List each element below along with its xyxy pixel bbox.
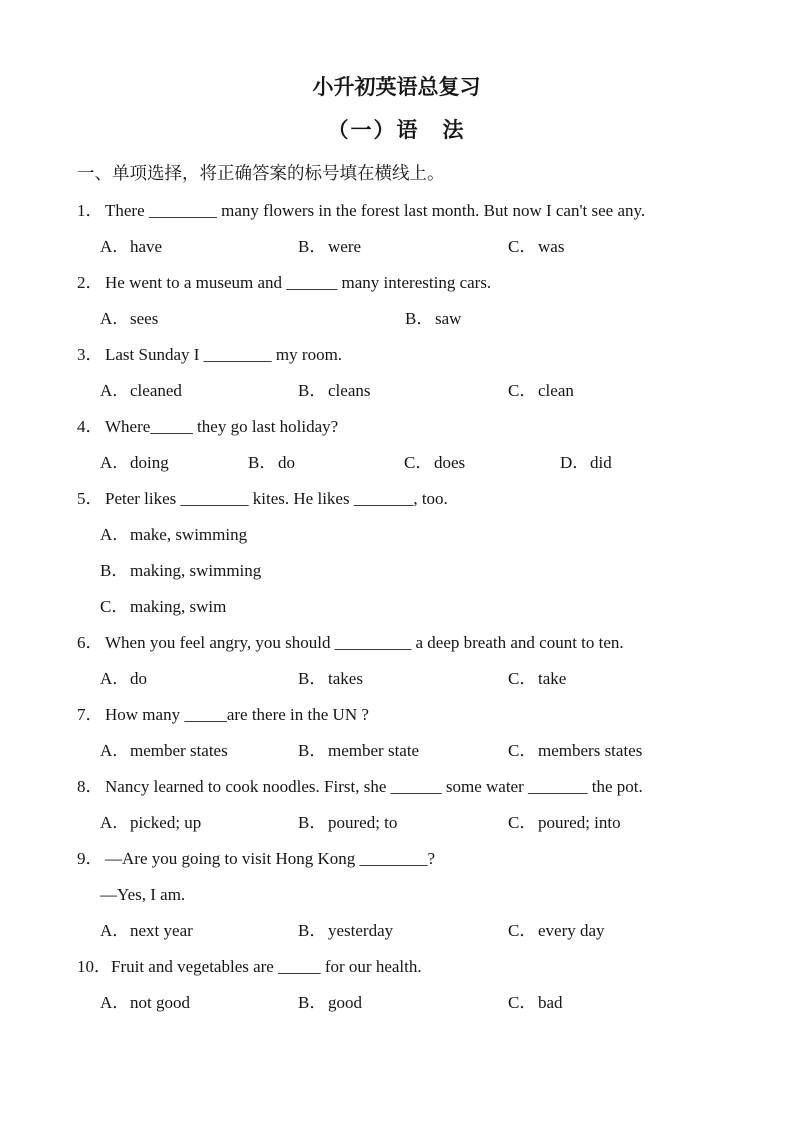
option-b [298, 661, 363, 697]
question-list [0, 193, 793, 1021]
option-label: A． [100, 309, 130, 328]
option-text: sees [130, 309, 159, 328]
question-2-line [0, 265, 793, 301]
question-8-options [0, 805, 793, 841]
option-c [404, 445, 465, 481]
question-9-options [0, 913, 793, 949]
question-stem: When you feel angry, you should _________ a deep breath and count to ten. [105, 633, 624, 652]
question-stem: Nancy learned to cook noodles. First, she ______ some water _______ the pot. [105, 777, 643, 796]
option-c [508, 373, 574, 409]
option-b [405, 301, 461, 337]
question-stem: Peter likes ________ kites. He likes _______, too. [105, 489, 448, 508]
option-label: B． [298, 669, 327, 688]
option-text: take [538, 669, 567, 688]
question-10-line [0, 949, 793, 985]
option-b [248, 445, 295, 481]
option-label: C． [508, 381, 537, 400]
option-label: B． [298, 993, 327, 1012]
question-number: 6． [77, 633, 103, 652]
question-6-options [0, 661, 793, 697]
option-label: C． [508, 921, 537, 940]
option-c [508, 733, 642, 769]
question-number: 3． [77, 345, 103, 364]
option-label: B． [298, 813, 327, 832]
option-text: doing [130, 453, 169, 472]
question-5-line [0, 481, 793, 517]
option-text: clean [538, 381, 574, 400]
option-b [298, 229, 361, 265]
option-text: every day [538, 921, 605, 940]
option-label: C． [100, 597, 129, 616]
option-b [298, 985, 362, 1021]
option-b [298, 733, 419, 769]
question-stem: Last Sunday I ________ my room. [105, 345, 343, 364]
option-a [100, 805, 201, 841]
option-text: saw [435, 309, 462, 328]
question-4-options [0, 445, 793, 481]
option-text: did [590, 453, 612, 472]
question-9-line [0, 841, 793, 877]
option-text: member state [328, 741, 420, 760]
question-10-options [0, 985, 793, 1021]
option-label: D． [560, 453, 590, 472]
option-c [508, 985, 563, 1021]
option-label: B． [298, 381, 327, 400]
question-number: 8． [77, 777, 103, 796]
option-label: A． [100, 921, 130, 940]
option-label: B． [298, 921, 327, 940]
question-stem: Fruit and vegetables are _____ for our health. [111, 957, 422, 976]
question-9-reply-line [0, 877, 793, 913]
question-2-options [0, 301, 793, 337]
question-number: 4． [77, 417, 103, 436]
question-stem: Where_____ they go last holiday? [105, 417, 339, 436]
question-stem: —Are you going to visit Hong Kong ________? [105, 849, 436, 868]
option-text: takes [328, 669, 363, 688]
question-stem: There ________ many flowers in the forest last month. But now I can't see any. [105, 201, 646, 220]
option-text: was [538, 237, 565, 256]
option-label: A． [100, 453, 130, 472]
option-text: have [130, 237, 163, 256]
question-number: 5． [77, 489, 103, 508]
option-label: A． [100, 741, 130, 760]
question-1-options [0, 229, 793, 265]
option-text: cleaned [130, 381, 182, 400]
option-a [100, 733, 228, 769]
option-text: not good [130, 993, 190, 1012]
option-a [100, 913, 193, 949]
question-3-line [0, 337, 793, 373]
question-number: 9． [77, 849, 103, 868]
page-title: 小升初英语总复习 [312, 76, 481, 99]
option-a [100, 985, 190, 1021]
question-4-line [0, 409, 793, 445]
question-8-line [0, 769, 793, 805]
question-reply: —Yes, I am. [100, 885, 186, 904]
option-text: make, swimming [130, 525, 248, 544]
option-text: picked; up [130, 813, 202, 832]
option-d [560, 445, 612, 481]
question-5-option-c [0, 589, 793, 625]
option-c [508, 229, 564, 265]
question-5-option-a [0, 517, 793, 553]
option-text: next year [130, 921, 193, 940]
option-text: poured; to [328, 813, 398, 832]
question-6-line [0, 625, 793, 661]
option-a [100, 229, 162, 265]
option-text: were [328, 237, 362, 256]
option-text: cleans [328, 381, 371, 400]
option-text: does [434, 453, 466, 472]
question-3-options [0, 373, 793, 409]
option-a [100, 301, 158, 337]
question-5-option-b [0, 553, 793, 589]
option-a [100, 661, 147, 697]
option-b [298, 805, 397, 841]
option-label: C． [508, 741, 537, 760]
option-text: do [278, 453, 295, 472]
option-label: B． [405, 309, 434, 328]
option-label: C． [508, 669, 537, 688]
option-text: do [130, 669, 147, 688]
option-b [298, 373, 370, 409]
option-label: A． [100, 381, 130, 400]
question-7-options [0, 733, 793, 769]
question-number: 2． [77, 273, 103, 292]
question-7-line [0, 697, 793, 733]
option-label: B． [298, 741, 327, 760]
option-label: A． [100, 993, 130, 1012]
option-c [508, 913, 605, 949]
option-text: good [328, 993, 362, 1012]
option-b [298, 913, 393, 949]
question-number: 1． [77, 201, 103, 220]
option-text: making, swimming [130, 561, 262, 580]
option-text: yesterday [328, 921, 394, 940]
question-stem: He went to a museum and ______ many interesting cars. [105, 273, 492, 292]
option-text: making, swim [130, 597, 227, 616]
option-label: A． [100, 237, 130, 256]
option-label: A． [100, 813, 130, 832]
option-a [100, 373, 182, 409]
option-c [508, 805, 621, 841]
option-label: A． [100, 525, 130, 544]
option-label: C． [508, 237, 537, 256]
option-text: poured; into [538, 813, 621, 832]
question-number: 10． [77, 957, 111, 976]
page-subtitle: （一）语 法 [327, 119, 466, 142]
question-stem: How many _____are there in the UN ? [105, 705, 369, 724]
option-label: C． [508, 993, 537, 1012]
option-c [508, 661, 566, 697]
option-text: members states [538, 741, 643, 760]
option-label: C． [508, 813, 537, 832]
option-a [100, 445, 169, 481]
option-text: member states [130, 741, 228, 760]
option-text: bad [538, 993, 563, 1012]
option-label: B． [298, 237, 327, 256]
section-heading: 一、单项选择，将正确答案的标号填在横线上。 [77, 163, 445, 183]
question-number: 7． [77, 705, 103, 724]
option-label: B． [100, 561, 129, 580]
option-label: A． [100, 669, 130, 688]
question-1-line [0, 193, 793, 229]
option-label: C． [404, 453, 433, 472]
option-label: B． [248, 453, 277, 472]
